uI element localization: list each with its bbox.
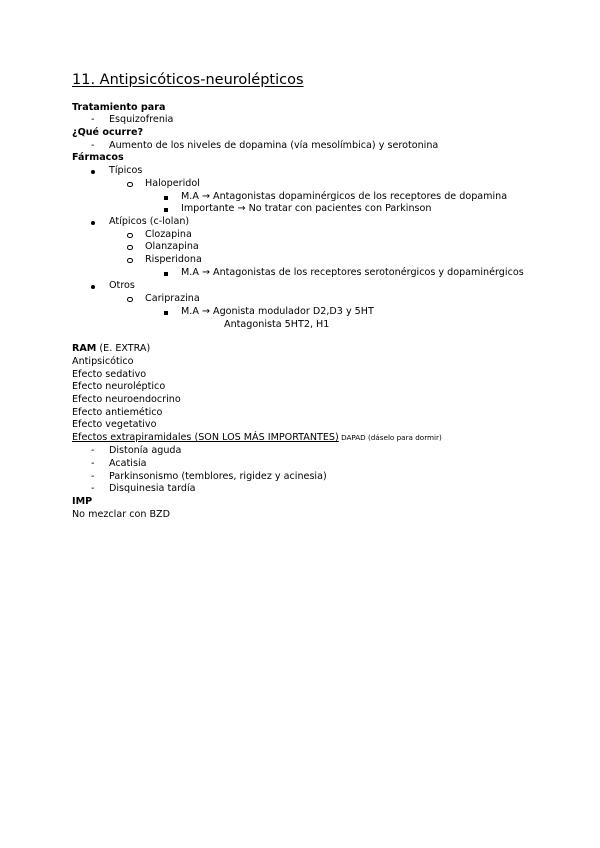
dash-bullet: [91, 445, 94, 458]
extrapiramidales-line: [72, 432, 442, 445]
risperidona-item: Risperidona: [145, 254, 202, 265]
circle-bullet: [127, 258, 133, 264]
ram-effect: Efecto neuroendocrino: [72, 394, 181, 405]
olanzapina-item: Olanzapina: [145, 241, 199, 252]
tratamiento-item: Esquizofrenia: [109, 114, 174, 125]
dapad-note: DAPAD (dáselo para dormir): [338, 433, 442, 442]
dash-bullet: [91, 458, 94, 471]
ram-extra: (E. EXTRA): [96, 343, 151, 354]
imp-text: No mezclar con BZD: [72, 509, 171, 520]
square-bullet: [164, 272, 168, 276]
clozapina-item: Clozapina: [145, 229, 192, 240]
disc-bullet: [91, 221, 95, 225]
dash-bullet: [91, 140, 94, 153]
ram-effect: Efecto sedativo: [72, 369, 147, 380]
otros-item: Otros: [109, 280, 135, 291]
ram-effect: Efecto vegetativo: [72, 419, 157, 430]
cariprazina-item: Cariprazina: [145, 293, 200, 304]
que-ocurre-heading: ¿Qué ocurre?: [72, 127, 144, 138]
circle-bullet: [127, 297, 133, 303]
dash-bullet: [91, 114, 94, 127]
circle-bullet: [127, 245, 133, 251]
extrapiramidales-heading: Efectos extrapiramidales (SON LOS MÁS IMPORTANTES): [72, 432, 339, 443]
tratamiento-heading: Tratamiento para: [72, 102, 166, 113]
cariprazina-ma: M.A → Agonista modulador D2,D3 y 5HT: [181, 306, 374, 317]
tipicos-item: Típicos: [109, 165, 143, 176]
extrapiramidal-item: Acatisia: [109, 458, 147, 469]
ram-effect: Efecto neuroléptico: [72, 381, 166, 392]
ram-effect: Antipsicótico: [72, 356, 134, 367]
square-bullet: [164, 311, 168, 315]
risperidona-ma: M.A → Antagonistas de los receptores serotonérgicos y dopaminérgicos: [181, 267, 524, 278]
imp-heading: IMP: [72, 496, 93, 507]
disc-bullet: [91, 285, 95, 289]
extrapiramidal-item: Disquinesia tardía: [109, 483, 196, 494]
disc-bullet: [91, 170, 95, 174]
dash-bullet: [91, 471, 94, 484]
extrapiramidal-item: Parkinsonismo (temblores, rigidez y acinesia): [109, 471, 327, 482]
circle-bullet: [127, 182, 133, 188]
cariprazina-ma-continued: Antagonista 5HT2, H1: [224, 319, 330, 330]
page-title: 11. Antipsicóticos-neurolépticos: [72, 72, 304, 88]
extrapiramidal-item: Distonía aguda: [109, 445, 182, 456]
ram-heading-line: [72, 343, 150, 356]
que-ocurre-item: Aumento de los niveles de dopamina (vía mesolímbica) y serotonina: [109, 140, 439, 151]
haloperidol-item: Haloperidol: [145, 178, 200, 189]
circle-bullet: [127, 233, 133, 239]
farmacos-heading: Fármacos: [72, 152, 124, 163]
square-bullet: [164, 208, 168, 212]
ram-effect: Efecto antiemético: [72, 407, 163, 418]
dash-bullet: [91, 483, 94, 496]
square-bullet: [164, 196, 168, 200]
haloperidol-importante: Importante → No tratar con pacientes con Parkinson: [181, 203, 432, 214]
haloperidol-ma: M.A → Antagonistas dopaminérgicos de los receptores de dopamina: [181, 191, 508, 202]
ram-heading: RAM: [72, 343, 97, 354]
atipicos-item: Atípicos (c-lolan): [109, 216, 190, 227]
